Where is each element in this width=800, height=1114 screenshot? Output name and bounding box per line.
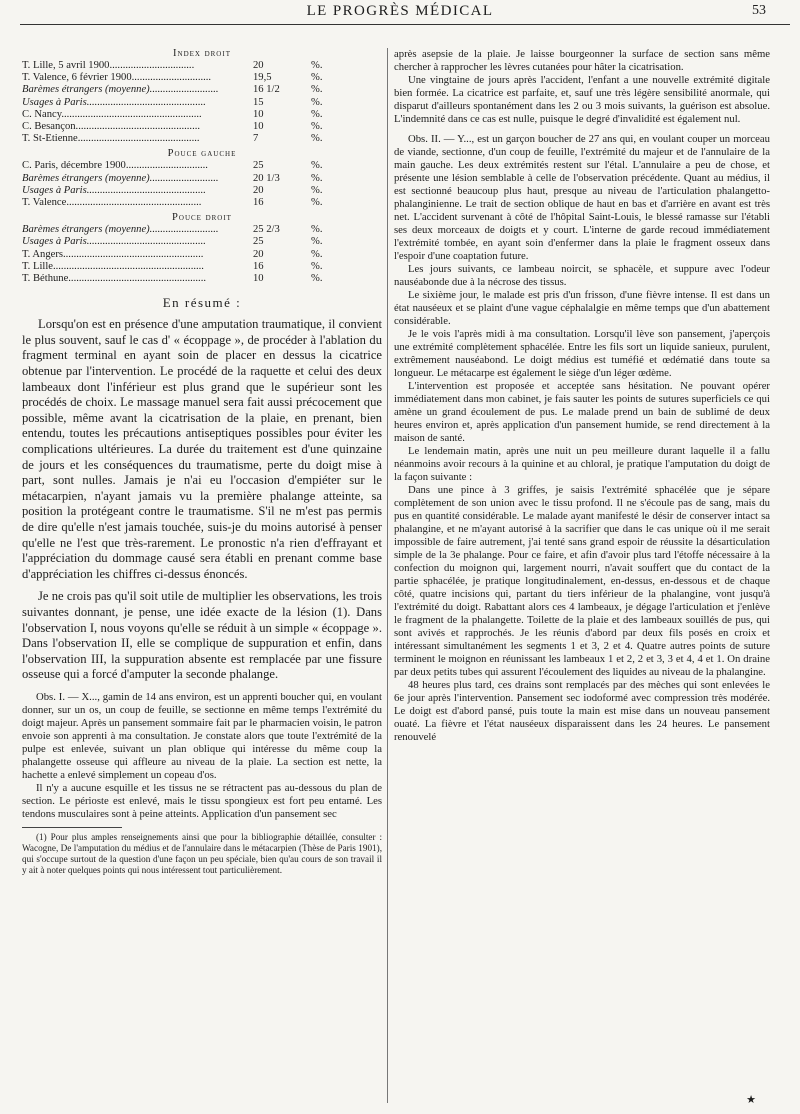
header-rule [20, 24, 790, 25]
paragraph: L'intervention est proposée et acceptée sans hésitation. Ne pouvant opérer immédiatement dans mon cabinet, je fais sauter les points de sutures superficiels ce qui amène un grand écoulement de pus. Le malade prend un bain de sublimé de deux heures environ et, après application d'un pansement humide, se rend directement à la maison de santé. [394, 380, 770, 444]
row-label: C. Besançon............................................... [22, 121, 201, 133]
row-label: Usages à Paris............................................. [22, 236, 206, 248]
row-value: 16 [253, 260, 264, 272]
row-unit: %. [311, 72, 323, 84]
row-value: 16 1/2 [253, 84, 280, 96]
left-column [22, 48, 382, 876]
paragraph: après asepsie de la plaie. Je laisse bourgeonner la surface de section sans même chercher à rapprocher les lèvres cutanées pour hâter la cicatrisation. [394, 48, 770, 73]
row-label: Usages à Paris............................................. [22, 96, 206, 108]
row-unit: %. [311, 121, 323, 133]
column-divider [387, 48, 388, 1103]
row-unit: %. [311, 172, 323, 184]
table-row [22, 133, 382, 145]
paragraph: Une vingtaine de jours après l'accident, l'enfant a une nouvelle extrémité digitale bien formée. La cicatrice est parfaite, et, sauf une très légère sensibilité anormale, qui disparut d'ailleurs spontanément dans les 2 ou 3 mois suivants, la guérison est absolue. L'indemnité dans ce cas est nulle, puisque le degré d'invalidité est également nul. [394, 74, 770, 125]
row-value: 10 [253, 121, 264, 133]
row-unit: %. [311, 248, 323, 260]
footnote [22, 832, 382, 876]
row-label: T. St-Etienne.............................................. [22, 133, 200, 145]
row-value: 19,5 [253, 72, 272, 84]
table-row [22, 185, 382, 197]
row-label: Barèmes étrangers (moyenne).......................... [22, 84, 219, 96]
table-row [22, 121, 382, 133]
row-value: 25 [253, 160, 264, 172]
row-label: T. Angers..................................................... [22, 248, 204, 260]
row-label: Barèmes étrangers (moyenne).......................... [22, 172, 219, 184]
row-unit: %. [311, 260, 323, 272]
row-label: T. Béthune.................................................... [22, 273, 207, 285]
paragraph: Dans une pince à 3 griffes, je saisis l'extrémité sphacélée que je sépare complètement de son union avec le tissu profond. Il ne s'écoule pas de sang, mais du pus en quantité considérable. Le malade ayant manifesté le désir de conserver intact sa phalangine, et ne m'ayant autorisé à la sacrifier que dans le cas unique où il me serait impossible de faire autrement, j'ai tenté sans grand espoir de réussite la désarticulation simple de la 3e phalange. Pour ce faire, et afin d'avoir plus tard l'étoffe nécessaire à la confection du moignon qui, largement nourri, n'avait souffert que du contact de la partie sphacélée, je pratique longitudinalement, en-dessus, en-dessous et de chaque côté, quatre incisions qui, partant du tiers inférieur de la phalangine, vont jusqu'à l'extrémité du doigt. Rabattant alors ces 4 lambeaux, je dégage l'articulation et j'enlève le fragment de la phalangette. Toilette de la plaie et des lambeaux souillés de pus, qui sont avivés et rapprochés. Je les réunis d'abord par deux fils posés en croix et intéressant simultanément les segments 1 et 3, 2 et 4. Quatre autres points de suture terminent le moignon en réunissant les lambeaux 1 et 2, 2 et 3, 3 et 4, 4 et 1. On draine par deux petits tubes qui assurent l'écoulement des liquides au niveau de la phalangine. [394, 484, 770, 678]
row-unit: %. [311, 133, 323, 145]
page-number: 53 [752, 3, 766, 18]
table-row [22, 236, 382, 248]
row-unit: %. [311, 160, 323, 172]
row-unit: %. [311, 108, 323, 120]
paragraph: Il n'y a aucune esquille et les tissus ne se rétractent pas au-dessous du plan de section. Le périoste est enlevé, mais le tissu spongieux est fort peu entamé. Les tendons musculaires sont à peine atteints. Application d'un pansement sec [22, 781, 382, 820]
row-unit: %. [311, 184, 323, 196]
conclusion-text [22, 317, 382, 683]
running-header [0, 3, 800, 25]
pouce-droit-table [22, 224, 382, 285]
right-column [394, 48, 770, 744]
row-value: 25 [253, 236, 264, 248]
pouce-droit-heading: Pouce droit [172, 212, 232, 224]
footnote-rule [22, 827, 122, 828]
paragraph: 48 heures plus tard, ces drains sont remplacés par des mèches qui sont enlevées le 6e jour après l'intervention. Pansement sec iodoformé avec compression très modérée. Le doigt est d'abord pansé, puis toute la main est mise dans un nouveau pansement ouaté. La fièvre et l'état nauséeux disparaissent dans les 24 heures. Le pansement renouvelé [394, 679, 770, 743]
table-row [22, 249, 382, 261]
paragraph: Je le vois l'après midi à ma consultation. Lorsqu'il lève son pansement, j'aperçois une extrémité complètement sphacélée. Entre les fils sort un liquide sanieux, purulent, extrêmement nauséabond. Le doigt médius est tuméfié et œdématié dans toute sa longueur. Le métacarpe est également le siège d'un léger œdème. [394, 328, 770, 379]
row-value: 10 [253, 273, 264, 285]
row-value: 20 1/3 [253, 172, 280, 184]
row-unit: %. [311, 273, 323, 285]
pouce-gauche-table [22, 160, 382, 209]
row-label: C. Nancy..................................................... [22, 108, 202, 120]
paragraph: Les jours suivants, ce lambeau noircit, se sphacèle, et suppure avec l'odeur nauséabonde due à la nécrose des tissus. [394, 263, 770, 288]
row-value: 20 [253, 184, 264, 196]
row-label: T. Valence................................................... [22, 197, 202, 209]
row-value: 10 [253, 108, 264, 120]
row-unit: %. [311, 60, 323, 71]
row-value: 25 2/3 [253, 224, 280, 236]
paragraph: Le lendemain matin, après une nuit un peu meilleure durant laquelle il a fallu néanmoins avoir recours à la quinine et au chloral, je pratique l'amputation du doigt de la façon suivante : [394, 445, 770, 483]
row-label: C. Paris, décembre 1900............................... [22, 160, 208, 172]
resume-heading: En résumé : [162, 295, 242, 311]
row-value: 20 [253, 248, 264, 260]
end-mark: ★ [746, 1094, 756, 1106]
row-value: 15 [253, 96, 264, 108]
row-unit: %. [311, 96, 323, 108]
row-unit: %. [311, 224, 323, 236]
row-unit: %. [311, 84, 323, 96]
index-droit-table [22, 60, 382, 145]
table-row [22, 109, 382, 121]
row-unit: %. [311, 197, 323, 209]
paragraph: Obs. I. — X..., gamin de 14 ans environ, est un apprenti boucher qui, en voulant donner, sur un os, un coup de feuille, se sectionne en même temps l'extrémité du doigt majeur. Après un pansement sommaire fait par le pharmacien voisin, le patron envoie son apprenti à ma consultation. Je constate alors que toute l'extrémité de la pulpe est enlevée, suivant un plan oblique qui intéresse du même coup la phalangette osseuse qui affleure au niveau de la plaie. La section est nette, la hachette a enlevé simplement un copeau d'os. [22, 690, 382, 781]
paragraph: Lorsqu'on est en présence d'une amputation traumatique, il convient le plus souvent, sauf le cas d' « écoppage », de procéder à l'ablation du fragment terminal en ayant soin de placer en dessus la cicatrice obtenue par l'intervention. Le procédé de la raquette et celui des deux lambeaux dont l'inférieur est plus grand que le supérieur sont les procédés de choix. Le massage manuel sera fait aussi précocement que possible, même avant la cicatrisation de la plaie, en prenant, bien entendu, toutes les précautions antiseptiques possibles pour éviter les complications ultérieures. La durée du traitement est d'une quinzaine de jours et les conséquences du traumatisme, perte du doigt mise à part, sont nulles. Jamais je n'ai eu l'occasion d'empiéter sur le métacarpien, n'ayant jamais vu la première phalange atteinte, sa position la protégeant contre le traumatisme. S'il ne m'est pas permis de dire qu'elle n'est jamais touchée, suis-je du moins autorisé à penser qu'elle ne l'est que très-rarement. Le pronostic n'a rien d'effrayant et l'appréciation du dommage causé sera établi en prenant comme base d'appréciation les chiffres ci-dessus énoncés. [22, 317, 382, 581]
pouce-gauche-heading: Pouce gauche [167, 148, 237, 160]
footnote-text: (1) Pour plus amples renseignements ainsi que pour la bibliographie détaillée, consulter : Wacogne, De l'amputation du médius et de l'annulaire dans le métacarpien (Thèse de Paris 1901), qui s'occupe surtout de la question d'une façon un peu spéciale, bien qu'au cours de son travail il y ait à noter quelques points qui nous intéressent tout particulièrement. [22, 831, 382, 875]
table-row [22, 273, 382, 285]
table-row [22, 261, 382, 273]
paragraph: Le sixième jour, le malade est pris d'un frisson, d'une fièvre intense. Il est dans un état nauséeux et se plaint d'une vague céphalalgie en même temps que d'un abattement considérable. [394, 289, 770, 327]
table-row [22, 173, 382, 185]
row-unit: %. [311, 236, 323, 248]
row-value: 20 [253, 60, 264, 71]
row-label: T. Valence, 6 février 1900.............................. [22, 72, 212, 84]
journal-title: LE PROGRÈS MÉDICAL [306, 3, 494, 19]
row-label: T. Lille......................................................... [22, 260, 204, 272]
row-value: 7 [253, 133, 259, 145]
row-label: Usages à Paris............................................. [22, 184, 206, 196]
row-value: 16 [253, 197, 264, 209]
index-droit-heading: Index droit [173, 48, 231, 59]
table-row [22, 97, 382, 109]
row-label: Barèmes étrangers (moyenne).......................... [22, 224, 219, 236]
observation-1 [22, 691, 382, 821]
table-row [22, 160, 382, 172]
paragraph: Obs. II. — Y..., est un garçon boucher de 27 ans qui, en voulant couper un morceau de viande, sectionne, d'un coup de feuille, l'extrémité du majeur et de l'annulaire de la main gauche. Les deux extrémités restent sur l'étal. L'annulaire a peu de chose, et présente une lésion semblable à celle de l'observation précédente. Quant au médius, il est sectionné beaucoup plus haut, presque au niveau de l'articulation phalangetto-phalanginienne. Le trait de section oblique de haut en bas et d'arrière en avant est très net. L'accident survenant à côté de l'hôpital Saint-Louis, le blessé ramasse sur l'établi ses deux morceaux de doigts et y court. L'interne de garde recoud immédiatement l'extrémité tombée, en ayant soin d'enfermer dans la plaie le fragment osseux dans l'espoir d'une coaptation future. [394, 133, 770, 262]
table-row [22, 84, 382, 96]
table-row [22, 224, 382, 236]
table-row [22, 72, 382, 84]
table-row [22, 197, 382, 209]
row-label: T. Lille, 5 avril 1900................................ [22, 60, 195, 71]
table-row [22, 60, 382, 72]
paragraph: Je ne crois pas qu'il soit utile de multiplier les observations, les trois suivantes donnant, je pense, une idée exacte de la lésion (1). Dans l'observation I, nous voyons qu'elle se réduit à un simple « écoppage ». Dans l'observation II, elle se complique de suppuration et enfin, dans l'observation III, la suppuration absente est remplacée par une fissure osseuse qui a forcé d'amputer la seconde phalange. [22, 589, 382, 682]
